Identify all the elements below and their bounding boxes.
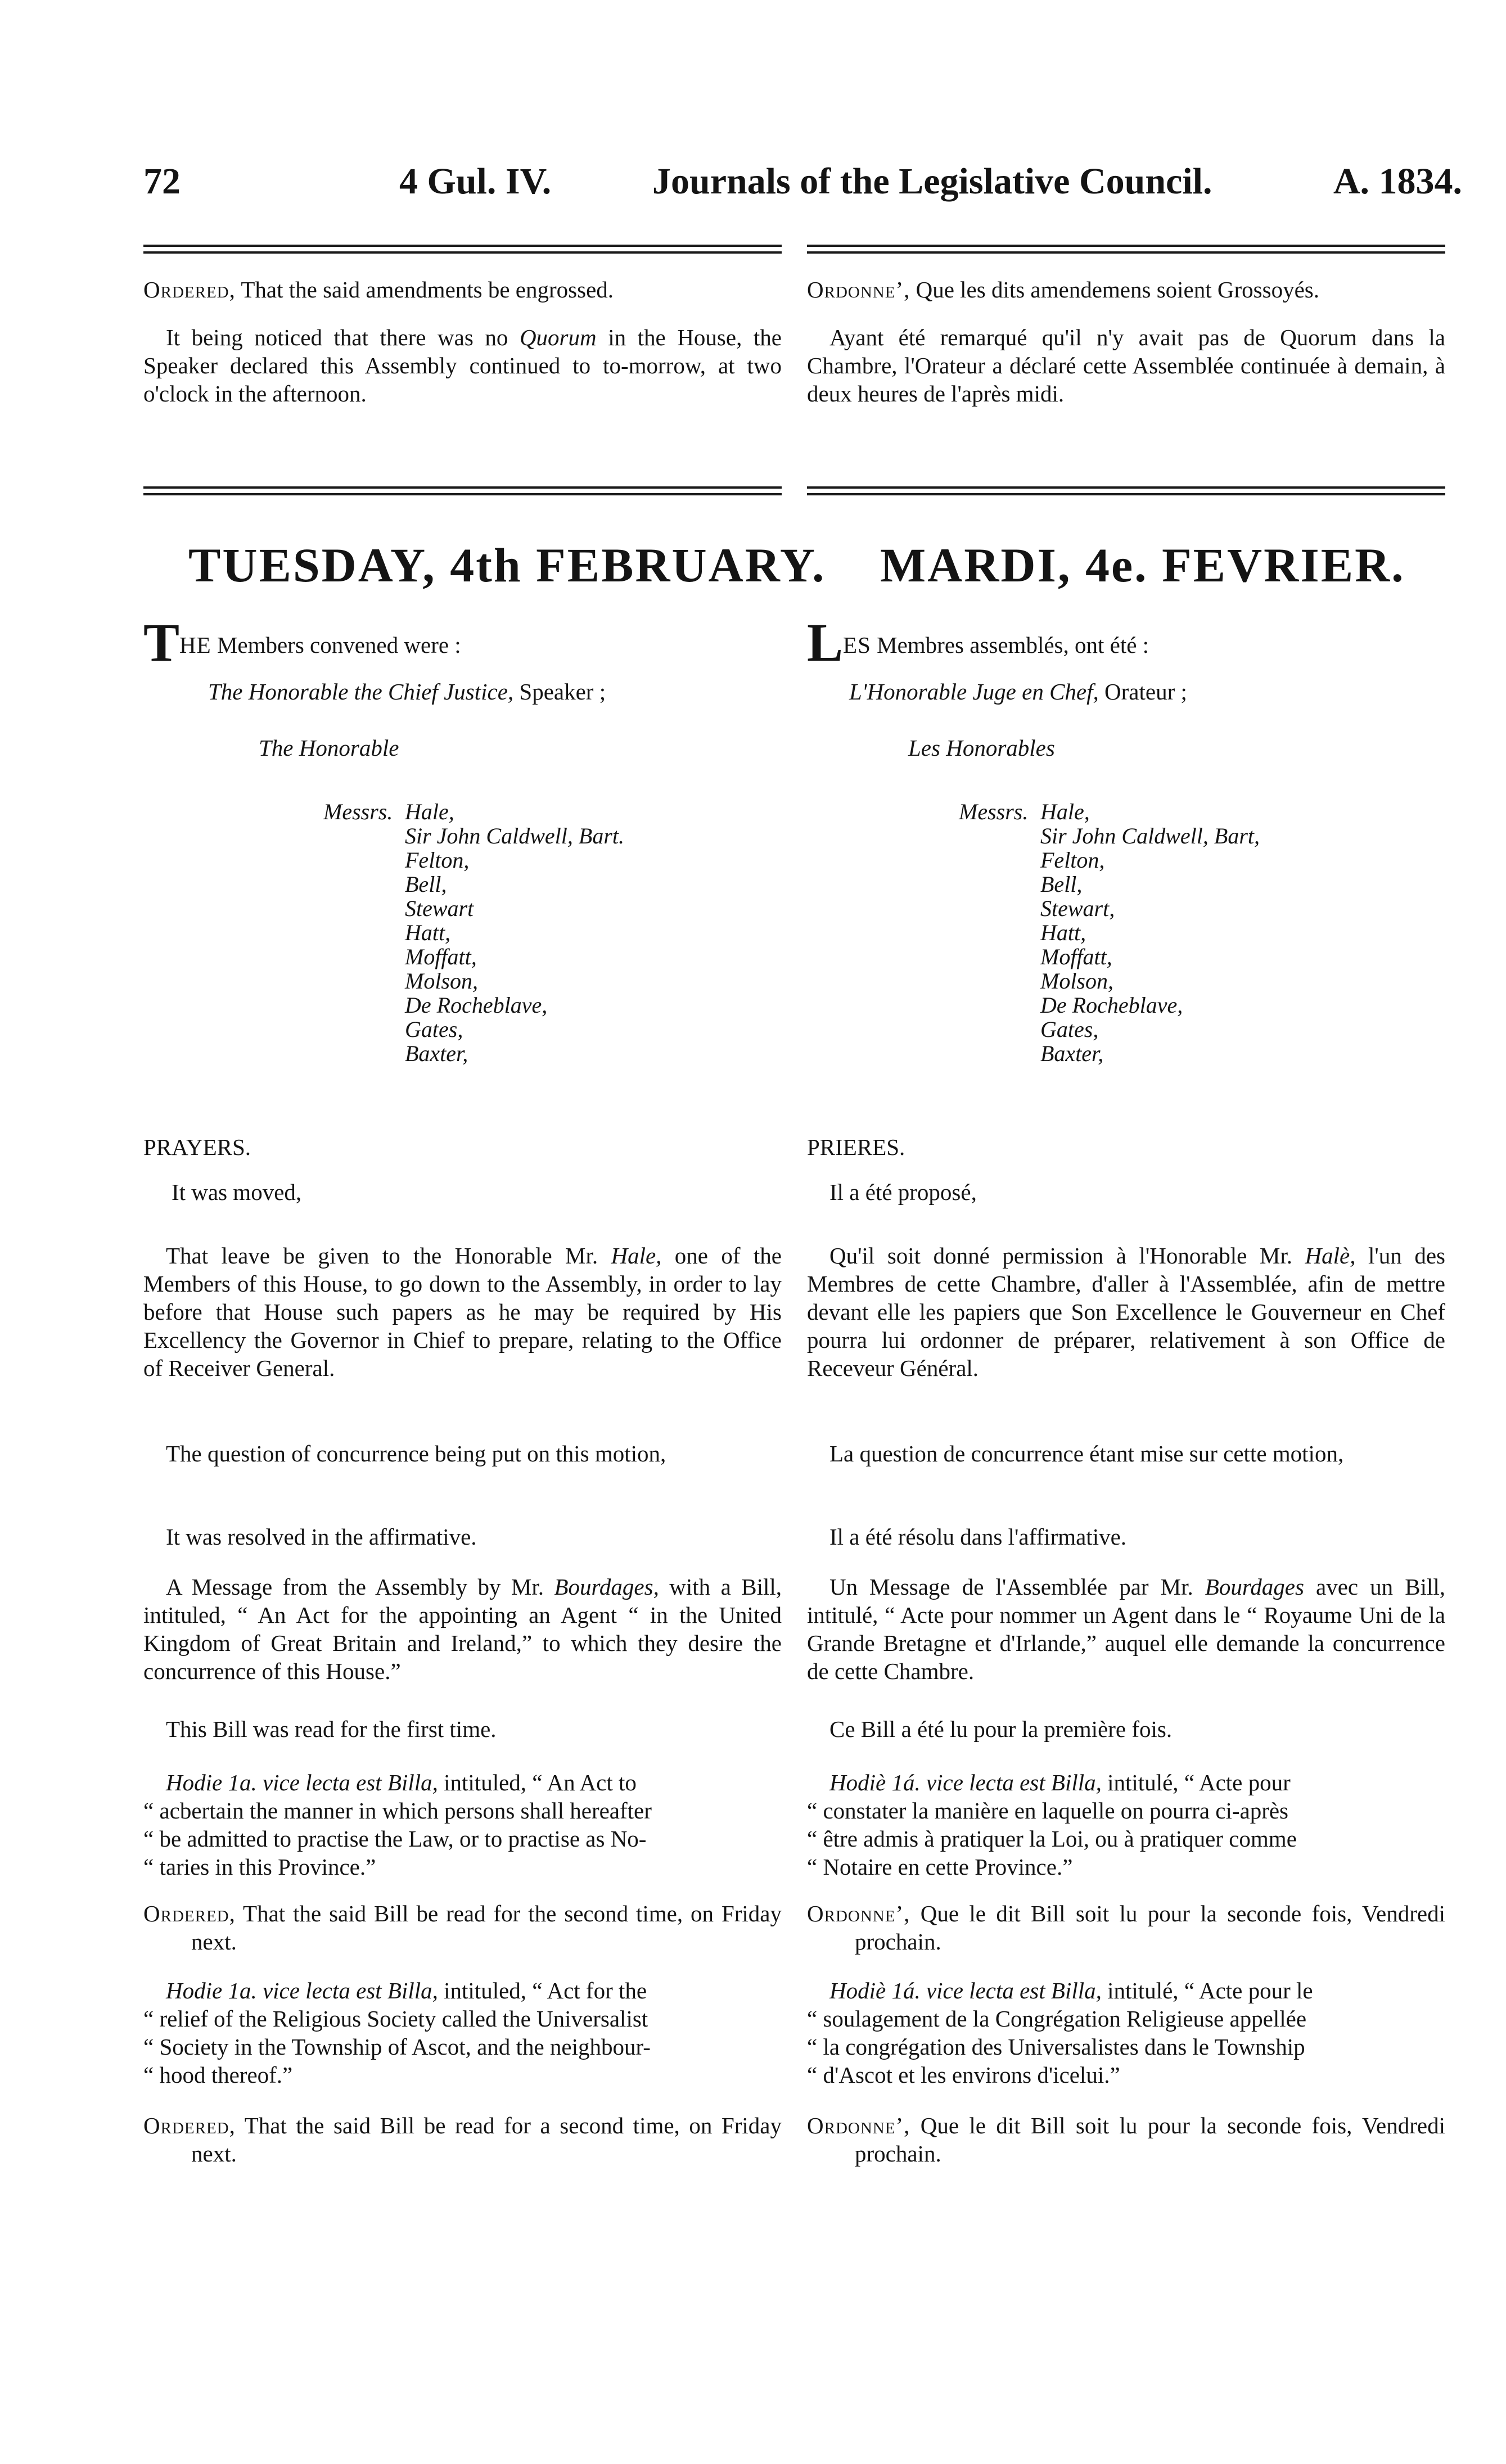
left-members-list <box>405 800 624 1066</box>
question-text: The question of concurrence being put on this motion, <box>166 1441 666 1466</box>
left-hodie-bill-2 <box>143 1976 782 2089</box>
bill-line: “ constater la manière en laquelle on pourra ci-après <box>807 1798 1289 1824</box>
quorum-post: in the House, the Speaker declared this Assembly continued to to-morrow, at two o'clock in the afternoon. <box>143 324 782 407</box>
left-convened <box>143 612 782 673</box>
message-member-name: Bourdages <box>1205 1574 1304 1600</box>
member-name: Bell, <box>1040 872 1083 897</box>
hodie-latin: Hodiè 1á. vice lecta est Billa, <box>829 1978 1102 2003</box>
running-header <box>143 160 1462 211</box>
left-quorum-paragraph <box>143 323 782 408</box>
member-name: Gates, <box>405 1017 463 1042</box>
right-speaker-line <box>849 678 1440 706</box>
first-reading-text: Ce Bill a été lu pour la première fois. <box>829 1716 1173 1742</box>
speaker-role: Orateur ; <box>1098 679 1187 705</box>
bill-line: “ d'Ascot et les environs d'icelui.” <box>807 2062 1120 2088</box>
right-message <box>807 1573 1445 1685</box>
left-ordered-engrossed <box>143 276 782 304</box>
resolved-text: It was resolved in the affirmative. <box>166 1524 477 1550</box>
left-prayers: PRAYERS. <box>143 1134 251 1160</box>
question-text: La question de concurrence étant mise sur cette motion, <box>829 1441 1344 1466</box>
right-convened <box>807 612 1445 673</box>
right-prieres: PRIERES. <box>807 1134 905 1160</box>
year-label: A. 1834. <box>1333 161 1462 202</box>
right-ordonne-grossoyes <box>807 276 1445 304</box>
left-hodie-bill-1 <box>143 1768 782 1881</box>
left-leave-motion <box>143 1242 782 1382</box>
member-name: De Rocheblave, <box>1040 992 1183 1018</box>
resolved-text: Il a été résolu dans l'affirmative. <box>829 1524 1127 1550</box>
member-name: Baxter, <box>405 1041 468 1066</box>
right-first-reading <box>807 1715 1445 1743</box>
member-name: Sir John Caldwell, Bart. <box>405 823 624 849</box>
convened-smallcaps: ES <box>843 632 871 658</box>
bill-line: intitulé, “ Acte pour le <box>1101 1978 1313 2003</box>
ordonne-label: Ordonne’, <box>807 1901 910 1926</box>
member-name: Felton, <box>405 847 470 873</box>
right-messrs-label: Messrs. <box>959 799 1029 824</box>
header-rule-left <box>143 245 782 254</box>
right-members-list <box>1040 800 1260 1066</box>
right-propose: Il a été proposé, <box>829 1179 977 1205</box>
member-name: Molson, <box>405 968 478 994</box>
member-name: Hatt, <box>405 920 451 945</box>
section-rule-left <box>143 486 782 495</box>
left-messrs-label: Messrs. <box>323 799 393 824</box>
ordonne-label: Ordonne’, <box>807 2113 910 2138</box>
quorum-text: Ayant été remarqué qu'il n'y avait pas de Quorum dans la Chambre, l'Orateur a déclaré cette Assemblée continuée à demain, à deux heures de l'après midi. <box>807 324 1445 407</box>
bill-line: “ la congrégation des Universalistes dans le Township <box>807 2034 1305 2060</box>
drop-cap: L <box>807 612 844 673</box>
right-leave-motion <box>807 1242 1445 1382</box>
message-post: avec un Bill, intitulé, “ Acte pour nommer un Agent dans le “ Royaume Uni de la Grande Bretagne et d'Irlande,” auquel elle demande la concurrence de cette Chambre. <box>807 1574 1445 1684</box>
member-name: De Rocheblave, <box>405 992 548 1018</box>
ordonne-text: Que les dits amendemens soient Grossoyés. <box>916 277 1319 303</box>
bill-line: “ relief of the Religious Society called the Universalist <box>143 2006 648 2032</box>
right-ordonne-second-reading <box>807 1899 1445 1956</box>
bill-line: intituled, “ Act for the <box>438 1978 647 2003</box>
leave-post: l'un des Membres de cette Chambre, d'aller à l'Assemblée, afin de mettre devant elle les papiers que Son Excellence le Gouverneur en Chef pourra lui ordonner de préparer, relativement à son Office de Receveur Général. <box>807 1243 1445 1381</box>
leave-pre: Qu'il soit donné permission à l'Honorable Mr. <box>829 1243 1305 1269</box>
member-name: Molson, <box>1040 968 1113 994</box>
bill-line: “ soulagement de la Congrégation Religieuse appellée <box>807 2006 1307 2032</box>
right-quorum-paragraph <box>807 323 1445 408</box>
member-name: Baxter, <box>1040 1041 1104 1066</box>
right-ordonne-second-time <box>807 2111 1445 2168</box>
member-name: Gates, <box>1040 1017 1099 1042</box>
leave-member-name: Hale, <box>611 1243 662 1269</box>
reign-label: 4 Gul. IV. <box>399 161 552 202</box>
bill-line: “ acbertain the manner in which persons shall hereafter <box>143 1798 652 1824</box>
journal-title: Journals of the Legislative Council. <box>652 161 1212 202</box>
member-name: Stewart, <box>1040 896 1115 921</box>
speaker-title: The Honorable the Chief Justice, <box>208 679 514 705</box>
first-reading-text: This Bill was read for the first time. <box>166 1716 497 1742</box>
message-pre: A Message from the Assembly by Mr. <box>166 1574 554 1600</box>
message-member-name: Bourdages, <box>554 1574 659 1600</box>
member-name: Bell, <box>405 872 447 897</box>
bill-line: intituled, “ An Act to <box>438 1770 637 1795</box>
ordered-label: Ordered, <box>143 2113 236 2138</box>
section-rule-right <box>807 486 1445 495</box>
ordered-label: Ordered, <box>143 277 236 303</box>
member-name: Felton, <box>1040 847 1105 873</box>
member-name: Moffatt, <box>405 944 477 969</box>
member-name: Sir John Caldwell, Bart, <box>1040 823 1260 849</box>
bill-line: “ être admis à pratiquer la Loi, ou à pratiquer comme <box>807 1826 1297 1852</box>
bill-line: “ Society in the Township of Ascot, and the neighbour- <box>143 2034 651 2060</box>
member-name: Hale, <box>405 799 454 824</box>
right-hodie-bill-2 <box>807 1976 1445 2089</box>
right-hodie-bill-1 <box>807 1768 1445 1881</box>
speaker-role: Speaker ; <box>513 679 606 705</box>
bill-line: “ be admitted to practise the Law, or to practise as No- <box>143 1826 647 1852</box>
hodie-latin: Hodie 1a. vice lecta est Billa, <box>166 1770 438 1795</box>
left-ordered-second-time <box>143 2111 782 2168</box>
convened-text: Membres assemblés, ont été : <box>871 632 1149 658</box>
left-question <box>143 1439 782 1468</box>
left-ordered-second-reading <box>143 1899 782 1956</box>
left-honorable-heading: The Honorable <box>259 735 399 761</box>
bill-line: “ Notaire en cette Province.” <box>807 1854 1073 1880</box>
member-name: Hale, <box>1040 799 1090 824</box>
left-moved: It was moved, <box>172 1179 302 1205</box>
member-name: Stewart <box>405 896 474 921</box>
ordered-label: Ordered, <box>143 1901 236 1926</box>
right-honorable-heading: Les Honorables <box>908 735 1055 761</box>
bill-line: “ hood thereof.” <box>143 2062 293 2088</box>
ordered-text: That the said Bill be read for a second time, on Friday next. <box>191 2113 782 2167</box>
ordered-text: That the said Bill be read for the second time, on Friday next. <box>191 1901 782 1955</box>
day-title-english: TUESDAY, 4th FEBRUARY. <box>188 538 826 592</box>
leave-post: one of the Members of this House, to go down to the Assembly, in order to lay before that House such papers as he may be required by His Excellency the Governor in Chief to prepare, relating to the Office of Receiver General. <box>143 1243 782 1381</box>
ordered-text: That the said amendments be engrossed. <box>241 277 614 303</box>
convened-text: Members convened were : <box>211 632 461 658</box>
ordonne-label: Ordonne’, <box>807 277 910 303</box>
right-question <box>807 1439 1445 1468</box>
bill-line: intitulé, “ Acte pour <box>1101 1770 1291 1795</box>
drop-cap: T <box>143 612 180 673</box>
quorum-pre: It being noticed that there was no <box>166 324 520 350</box>
hodie-latin: Hodie 1a. vice lecta est Billa, <box>166 1978 438 2003</box>
member-name: Hatt, <box>1040 920 1086 945</box>
hodie-latin: Hodiè 1á. vice lecta est Billa, <box>829 1770 1102 1795</box>
convened-smallcaps: HE <box>179 632 211 658</box>
page-number: 72 <box>143 161 181 202</box>
quorum-word: Quorum <box>519 324 597 350</box>
ordonne-text: Que le dit Bill soit lu pour la seconde fois, Vendredi prochain. <box>855 2113 1446 2167</box>
left-first-reading <box>143 1715 782 1743</box>
leave-pre: That leave be given to the Honorable Mr. <box>166 1243 611 1269</box>
member-name: Moffatt, <box>1040 944 1112 969</box>
ordonne-text: Que le dit Bill soit lu pour la seconde fois, Vendredi prochain. <box>855 1901 1446 1955</box>
day-title-french: MARDI, 4e. FEVRIER. <box>880 538 1405 592</box>
leave-member-name: Halè, <box>1305 1243 1356 1269</box>
header-rule-right <box>807 245 1445 254</box>
message-post: with a Bill, intituled, “ An Act for the appointing an Agent “ in the United Kingdom of Great Britain and Ireland,” to which they desire the concurrence of this House.” <box>143 1574 782 1684</box>
speaker-title: L'Honorable Juge en Chef, <box>849 679 1099 705</box>
bill-line: “ taries in this Province.” <box>143 1854 376 1880</box>
left-speaker-line <box>208 678 770 706</box>
left-resolved <box>143 1523 782 1551</box>
message-pre: Un Message de l'Assemblée par Mr. <box>829 1574 1205 1600</box>
right-resolved <box>807 1523 1445 1551</box>
left-message <box>143 1573 782 1685</box>
